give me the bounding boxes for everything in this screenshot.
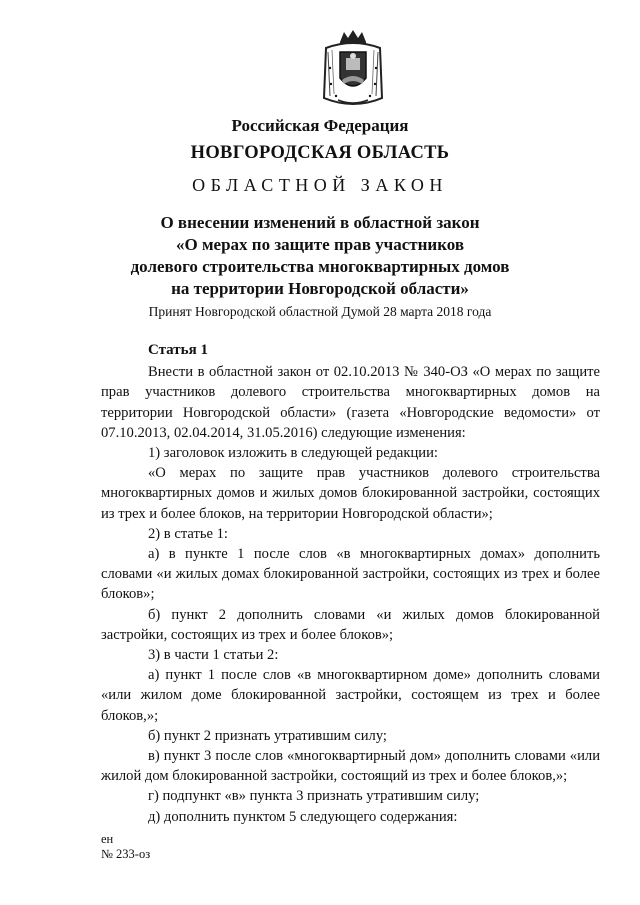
article-paragraph: 3) в части 1 статьи 2: [148, 647, 279, 664]
article-paragraph: Внести в областной закон от 02.10.2013 № 340-ОЗ «О мерах по защите прав участников долевого строительства многоквартирных домов на территории Новгородской области» (газета «Новгородские ведомости» от 07.10.2013, 02.04.2014, 31.05.2016) следующие изменения: [101, 364, 600, 441]
article-paragraph: д) дополнить пунктом 5 следующего содержания: [148, 808, 458, 825]
law-title-line: О внесении изменений в областной закон [160, 213, 480, 232]
coat-of-arms-emblem [318, 28, 388, 110]
article-paragraph: б) пункт 2 признать утратившим силу; [148, 727, 387, 744]
article-paragraph: 2) в статье 1: [148, 525, 228, 542]
article-paragraph: а) в пункте 1 после слов «в многоквартирных домах» дополнить словами «и жилых домах блокированной застройки, состоящих из трех и более блоков»; [101, 546, 600, 603]
document-type-heading: ОБЛАСТНОЙ ЗАКОН [192, 175, 448, 195]
country-heading: Российская Федерация [231, 116, 409, 135]
adoption-note: Принят Новгородской областной Думой 28 марта 2018 года [148, 304, 492, 319]
law-title [0, 212, 640, 300]
article-paragraph: б) пункт 2 дополнить словами «и жилых домов блокированной застройки, состоящих из трех и более блоков»; [101, 606, 600, 643]
article-paragraph: 1) заголовок изложить в следующей редакции: [148, 445, 438, 462]
law-title-line: долевого строительства многоквартирных домов [130, 257, 510, 276]
law-title-line: «О мерах по защите прав участников [175, 235, 465, 254]
footer-law-number: № 233-оз [101, 847, 151, 861]
region-heading: НОВГОРОДСКАЯ ОБЛАСТЬ [190, 143, 450, 163]
footer-reference [101, 832, 150, 862]
footer-initials: ен [101, 832, 114, 846]
law-title-line: на территории Новгородской области» [171, 279, 469, 298]
article-paragraph: в) пункт 3 после слов «многоквартирный дом» дополнить словами «или жилой дом блокированной застройки, состоящий из трех и более блоков,»; [101, 748, 600, 785]
article-paragraph: а) пункт 1 после слов «в многоквартирном доме» дополнить словами «или жилом доме блокированной застройки, состоящем из трех и более блоков,»; [101, 667, 600, 724]
article-body [101, 340, 600, 827]
article-paragraph: г) подпункт «в» пункта 3 признать утратившим силу; [148, 788, 480, 805]
article-heading: Статья 1 [148, 342, 208, 358]
article-paragraph: «О мерах по защите прав участников долевого строительства многоквартирных домов и жилых домов блокированной застройки, состоящих из трех и более блоков, на территории Новгородской области»; [101, 465, 600, 522]
